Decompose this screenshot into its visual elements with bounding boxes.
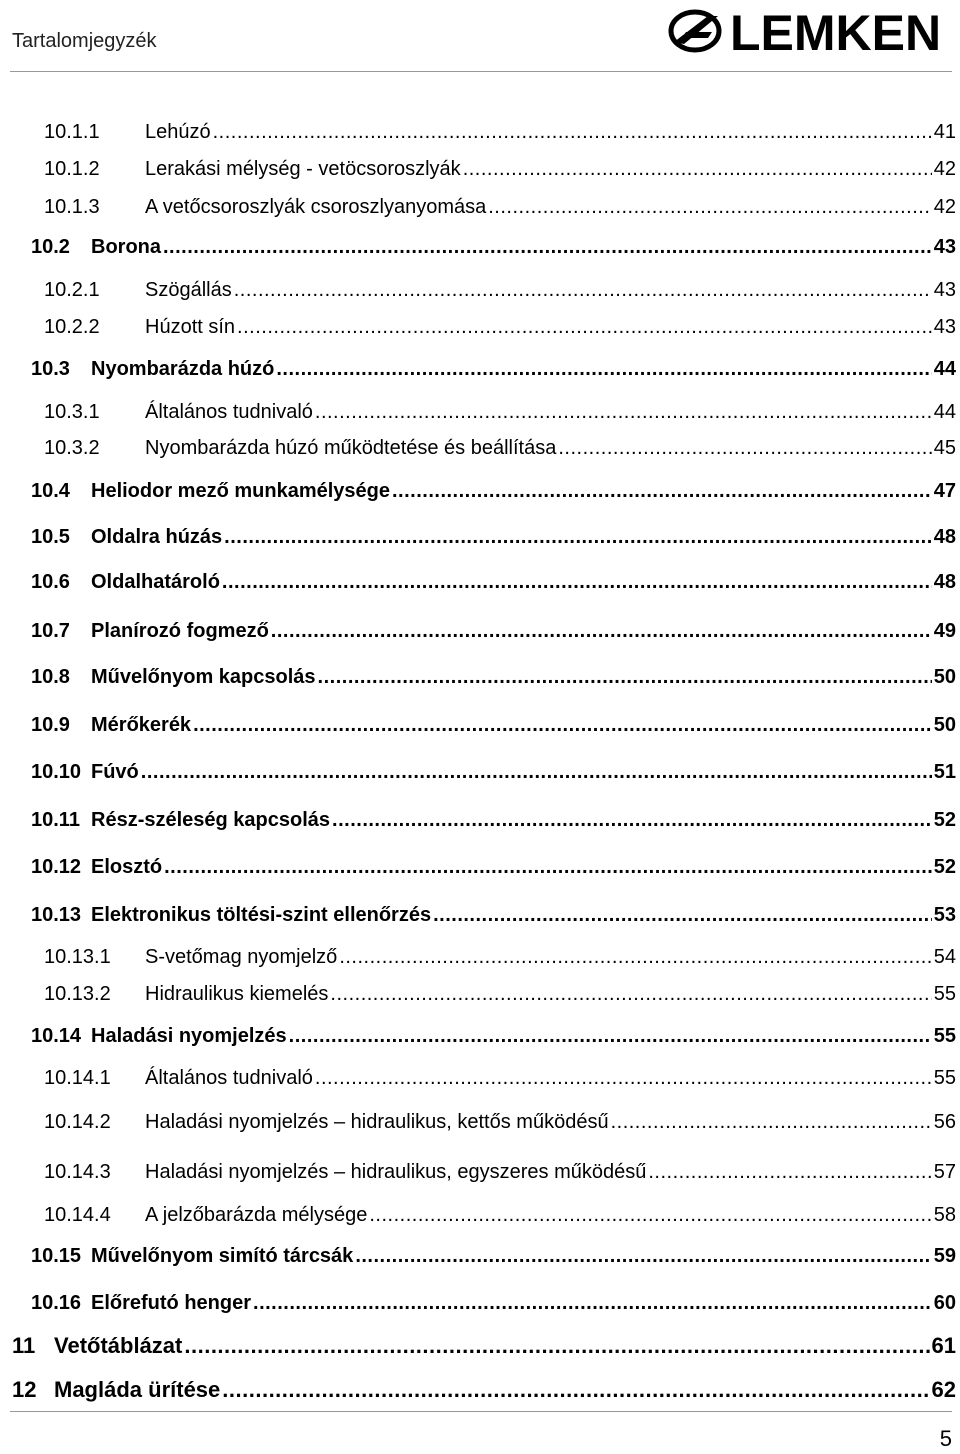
toc-entry[interactable] — [31, 477, 956, 505]
toc-entry[interactable] — [44, 1201, 956, 1229]
toc-entry-number: 10.9 — [31, 714, 70, 736]
toc-entry-page: 43 — [933, 236, 956, 258]
toc-entry-number: 10.2 — [31, 236, 70, 258]
toc-entry-number: 10.14.4 — [44, 1204, 111, 1226]
header-divider — [10, 71, 952, 72]
toc-dot-leader — [276, 355, 931, 383]
lemken-wordmark: LEMKEN — [730, 5, 942, 60]
toc-entry-number: 10.12 — [31, 856, 82, 878]
toc-dot-leader — [193, 711, 932, 739]
lemken-emblem-icon — [671, 12, 719, 50]
toc-dot-leader — [224, 523, 932, 551]
lemken-logo — [668, 2, 952, 60]
toc-dot-leader — [558, 434, 931, 462]
toc-entry[interactable] — [44, 118, 956, 146]
toc-dot-leader — [318, 663, 932, 691]
toc-entry-number: 10.2.2 — [44, 316, 100, 338]
toc-entry-page: 55 — [933, 983, 956, 1005]
toc-entry[interactable] — [44, 193, 956, 221]
toc-entry-page: 57 — [933, 1161, 956, 1183]
toc-dot-leader — [339, 943, 931, 971]
toc-dot-leader — [222, 1376, 929, 1404]
toc-entry-title: Vetőtáblázat — [54, 1333, 183, 1358]
toc-entry[interactable] — [44, 313, 956, 341]
toc-entry-page: 42 — [933, 196, 956, 218]
footer-divider — [10, 1411, 952, 1412]
toc-entry-page: 50 — [933, 666, 956, 688]
toc-dot-leader — [164, 853, 932, 881]
toc-entry-page: 55 — [933, 1067, 956, 1089]
toc-entry-number: 10.1.3 — [44, 196, 100, 218]
toc-entry[interactable] — [31, 1242, 956, 1270]
toc-entry[interactable] — [31, 568, 956, 596]
toc-entry[interactable] — [44, 155, 956, 183]
toc-entry-title: Szögállás — [145, 279, 232, 301]
toc-entry-number: 11 — [12, 1333, 36, 1358]
toc-entry[interactable] — [44, 1158, 956, 1186]
toc-dot-leader — [141, 758, 932, 786]
toc-entry-number: 10.8 — [31, 666, 70, 688]
toc-entry-number: 10.13.1 — [44, 946, 111, 968]
toc-entry[interactable] — [31, 355, 956, 383]
toc-dot-leader — [611, 1108, 932, 1136]
toc-entry-number: 10.13.2 — [44, 983, 111, 1005]
toc-entry[interactable] — [31, 853, 956, 881]
toc-entry[interactable] — [44, 434, 956, 462]
toc-entry-number: 10.11 — [31, 809, 80, 831]
toc-entry-page: 50 — [933, 714, 956, 736]
section-title: Tartalomjegyzék — [12, 30, 157, 52]
toc-entry-title: Oldalra húzás — [91, 526, 223, 548]
toc-entry-title: Művelőnyom kapcsolás — [91, 666, 316, 688]
toc-entry-number: 10.3.1 — [44, 401, 100, 423]
toc-dot-leader — [315, 398, 932, 426]
toc-entry-title: Általános tudnivaló — [145, 401, 313, 423]
toc-entry-number: 10.15 — [31, 1245, 82, 1267]
toc-entry[interactable] — [31, 1289, 956, 1317]
toc-entry-number: 10.14.2 — [44, 1111, 111, 1133]
toc-entry-title: Haladási nyomjelzés — [91, 1025, 287, 1047]
toc-entry-page: 52 — [933, 856, 956, 878]
toc-entry[interactable] — [44, 1064, 956, 1092]
toc-entry-page: 41 — [933, 121, 956, 143]
toc-entry-number: 10.4 — [31, 480, 70, 502]
toc-entry-page: 47 — [933, 480, 956, 502]
toc-dot-leader — [392, 477, 932, 505]
toc-entry-page: 62 — [931, 1377, 956, 1402]
toc-entry-page: 60 — [933, 1292, 956, 1314]
toc-entry[interactable] — [12, 1376, 956, 1404]
toc-entry-title: Lerakási mélység - vetöcsoroszlyák — [145, 158, 461, 180]
toc-entry-title: Művelőnyom simító tárcsák — [91, 1245, 354, 1267]
toc-dot-leader — [163, 233, 932, 261]
toc-entry-title: Elosztó — [91, 856, 163, 878]
toc-entry-page: 44 — [933, 358, 956, 380]
toc-entry-number: 10.3 — [31, 358, 70, 380]
toc-entry[interactable] — [44, 398, 956, 426]
toc-dot-leader — [289, 1022, 932, 1050]
toc-dot-leader — [648, 1158, 931, 1186]
toc-entry-title: Haladási nyomjelzés – hidraulikus, kettős működésű — [145, 1111, 609, 1133]
toc-entry-number: 10.14.3 — [44, 1161, 111, 1183]
toc-entry-title: S-vetőmag nyomjelző — [145, 946, 338, 968]
toc-entry-number: 10.14.1 — [44, 1067, 111, 1089]
toc-entry-title: Lehúzó — [145, 121, 211, 143]
toc-entry[interactable] — [44, 980, 956, 1008]
toc-entry[interactable] — [31, 1022, 956, 1050]
toc-entry[interactable] — [31, 523, 956, 551]
toc-entry-title: Hidraulikus kiemelés — [145, 983, 329, 1005]
toc-entry[interactable] — [31, 711, 956, 739]
toc-entry[interactable] — [31, 758, 956, 786]
toc-entry-title: Mérőkerék — [91, 714, 192, 736]
toc-entry-number: 10.5 — [31, 526, 70, 548]
toc-entry-title: Planírozó fogmező — [91, 620, 269, 642]
toc-entry-page: 49 — [933, 620, 956, 642]
toc-entry-page: 53 — [933, 904, 956, 926]
toc-entry-number: 10.1.1 — [44, 121, 100, 143]
toc-dot-leader — [271, 617, 932, 645]
toc-entry-title: Fúvó — [91, 761, 139, 783]
toc-dot-leader — [488, 193, 932, 221]
toc-entry-title: Haladási nyomjelzés – hidraulikus, egyszeres működésű — [145, 1161, 647, 1183]
toc-entry-page: 48 — [933, 571, 956, 593]
toc-entry[interactable] — [31, 663, 956, 691]
toc-entry-number: 10.14 — [31, 1025, 82, 1047]
toc-entry-page: 55 — [933, 1025, 956, 1047]
toc-entry[interactable] — [44, 276, 956, 304]
toc-dot-leader — [355, 1242, 931, 1270]
toc-entry-page: 51 — [933, 761, 956, 783]
toc-entry-title: Rész-széleség kapcsolás — [91, 809, 331, 831]
toc-dot-leader — [234, 276, 932, 304]
toc-entry-number: 12 — [12, 1377, 37, 1402]
toc-entry-number: 10.7 — [31, 620, 70, 642]
toc-entry-title: A vetőcsoroszlyák csoroszlyanyomása — [145, 196, 487, 218]
toc-entry-title: Heliodor mező munkamélysége — [91, 480, 390, 502]
toc-entry-number: 10.1.2 — [44, 158, 100, 180]
toc-dot-leader — [369, 1201, 931, 1229]
toc-entry-page: 54 — [933, 946, 956, 968]
toc-entry[interactable] — [31, 806, 956, 834]
toc-dot-leader — [237, 313, 932, 341]
toc-entry-title: Borona — [91, 236, 161, 258]
toc-entry-page: 48 — [933, 526, 956, 548]
toc-entry-title: Húzott sín — [145, 316, 236, 338]
toc-entry-title: Nyombarázda húzó működtetése és beállítása — [145, 437, 557, 459]
toc-entry[interactable] — [44, 943, 956, 971]
toc-entry-title: A jelzőbarázda mélysége — [145, 1204, 368, 1226]
toc-entry[interactable] — [31, 617, 956, 645]
toc-dot-leader — [330, 980, 931, 1008]
page-number: 5 — [939, 1426, 952, 1451]
toc-dot-leader — [184, 1332, 929, 1360]
toc-dot-leader — [433, 901, 932, 929]
toc-dot-leader — [332, 806, 932, 834]
toc-entry-page: 52 — [933, 809, 956, 831]
toc-dot-leader — [213, 118, 932, 146]
toc-entry-page: 59 — [933, 1245, 956, 1267]
toc-entry-number: 10.2.1 — [44, 279, 100, 301]
toc-entry-number: 10.3.2 — [44, 437, 100, 459]
toc-entry-page: 56 — [933, 1111, 956, 1133]
toc-entry[interactable] — [12, 1332, 956, 1360]
toc-entry-page: 44 — [933, 401, 956, 423]
toc-entry-title: Elektronikus töltési-szint ellenőrzés — [91, 904, 432, 926]
toc-entry-page: 58 — [933, 1204, 956, 1226]
toc-dot-leader — [463, 155, 932, 183]
toc-entry[interactable] — [31, 233, 956, 261]
toc-entry-number: 10.16 — [31, 1292, 82, 1314]
toc-dot-leader — [315, 1064, 932, 1092]
toc-entry-title: Általános tudnivaló — [145, 1067, 313, 1089]
toc-entry-page: 61 — [931, 1333, 956, 1358]
toc-entry-title: Magláda ürítése — [54, 1377, 221, 1402]
toc-entry-title: Nyombarázda húzó — [91, 358, 275, 380]
toc-entry-number: 10.10 — [31, 761, 82, 783]
toc-dot-leader — [222, 568, 932, 596]
toc-entry-page: 42 — [933, 158, 956, 180]
toc-entry-number: 10.13 — [31, 904, 82, 926]
toc-entry-title: Oldalhatároló — [91, 571, 220, 593]
toc-entry-page: 43 — [933, 279, 956, 301]
toc-entry[interactable] — [44, 1108, 956, 1136]
toc-dot-leader — [253, 1289, 932, 1317]
toc-entry[interactable] — [31, 901, 956, 929]
toc-entry-number: 10.6 — [31, 571, 70, 593]
toc-entry-page: 45 — [933, 437, 956, 459]
toc-entry-title: Előrefutó henger — [91, 1292, 252, 1314]
toc-entry-page: 43 — [933, 316, 956, 338]
